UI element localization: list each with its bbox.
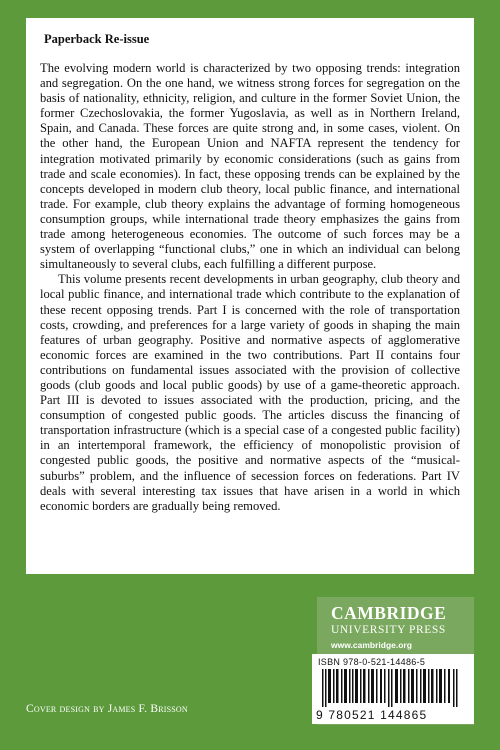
barcode-digits: 9 780521 144865 — [316, 708, 428, 722]
description-panel — [26, 18, 474, 574]
cover-design-credit — [26, 703, 188, 715]
section-heading: Paperback Re-issue — [44, 32, 150, 46]
publisher-name: CAMBRIDGE — [331, 603, 447, 623]
credit-text: Cover design by James F. Brisson — [26, 703, 188, 715]
isbn-label: ISBN 978-0-521-14486-5 — [318, 657, 426, 667]
publisher-url: www.cambridge.org — [331, 640, 412, 650]
paragraph-1: The evolving modern world is characterized by two opposing trends: integration and segregation. On the one hand, we witness strong forces for segregation on the basis of nationality, ethnicity, religion, and culture in the former Soviet Union, the former Czechoslovakia, the former Yugoslavia, as well as in Northern Ireland, Spain, and Canada. These forces are quite strong and, in some cases, violent. On the other hand, the European Union and NAFTA represent the tendency for integration motivated primarily by economic considerations (such as gains from trade and scale economies). In fact, these opposing trends can be explained by the concepts developed in modern club theory, local public finance, and international trade. For example, club theory explains the advantage of forming homogeneous consumption groups, while international trade theory emphasizes the gains from trade among heterogeneous economies. The outcome of such forces may be a system of overlapping “functional clubs,” one in which an individual can belong simultaneously to several clubs, each fulfilling a different purpose. — [40, 61, 460, 272]
publisher-subtitle: UNIVERSITY PRESS — [331, 624, 446, 636]
barcode-block — [312, 654, 474, 724]
paragraph-2: This volume presents recent developments in urban geography, club theory and local public finance, and international trade which contribute to the explanation of these recent opposing trends. Part I is concerned with the role of transportation costs, crowding, and preferences for a large variety of goods in shaping the main features of urban geography. Positive and normative aspects of agglomerative economic forces are examined in the two contributions. Part II contains four contributions on fundamental issues associated with the provision of collective goods (club goods and local public goods) by use of a game-theoretic approach. Part III is devoted to issues associated with the production, pricing, and the consumption of congested public goods. The articles discuss the financing of transportation infrastructure (which is a special case of a congested public facility) in an intertemporal framework, the efficiency of monopolistic provision of congested public goods, the positive and normative aspects of the “musical-suburbs” problem, and the influence of secession forces on federations. Part IV deals with several interesting tax issues that have arisen in a world in which economic borders are gradually being removed. — [40, 272, 460, 513]
barcode-icon — [322, 669, 462, 707]
